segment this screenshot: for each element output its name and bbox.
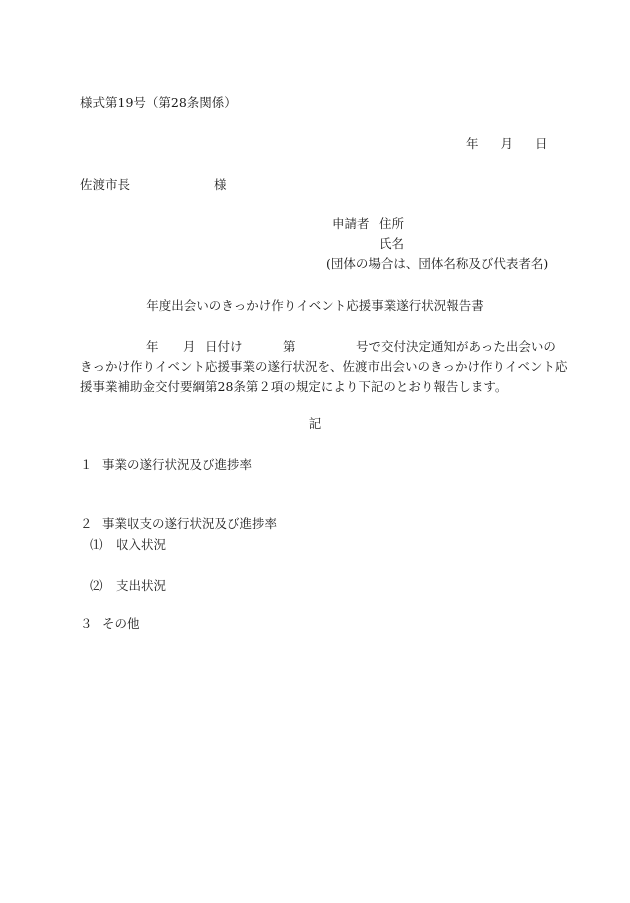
body-year: 年 <box>146 339 159 354</box>
addressee-honorific: 様 <box>214 177 227 192</box>
body-rest: 号で交付決定通知があった出会いの <box>356 339 556 354</box>
subitem-number: ⑴ <box>90 537 103 552</box>
document-title: 年度出会いのきっかけ作りイベント応援事業遂行状況報告書 <box>146 298 484 313</box>
item-text: 事業の遂行状況及び進捗率 <box>102 457 253 472</box>
item-text: 事業収支の遂行状況及び進捗率 <box>102 516 278 531</box>
item-number: ３ <box>80 616 93 631</box>
ki-heading: 記 <box>308 416 322 431</box>
applicant-label: 申請者 <box>332 216 370 231</box>
body-line-1 <box>80 337 556 357</box>
applicant-name-label: 氏名 <box>379 236 405 251</box>
subitem-number: ⑵ <box>90 578 103 593</box>
body-paragraph <box>80 337 568 397</box>
item-number: ２ <box>80 516 93 531</box>
body-date-suffix: 日付け <box>205 339 243 354</box>
date-month: 月 <box>500 136 514 151</box>
body-dai: 第 <box>283 339 296 354</box>
body-line-3: 援事業補助金交付要綱第28条第２項の規定により下記のとおり報告します。 <box>80 379 508 394</box>
subitem-2 <box>90 580 166 593</box>
date-day: 日 <box>535 136 548 151</box>
form-number: 様式第19号（第28条関係） <box>80 95 237 110</box>
addressee <box>80 177 227 192</box>
body-line-2: きっかけ作りイベント応援事業の遂行状況を、佐渡市出会いのきっかけ作りイベント応 <box>80 359 568 374</box>
date-year: 年 <box>466 136 479 151</box>
subitem-1 <box>90 539 166 552</box>
subitem-text: 収入状況 <box>116 537 167 552</box>
item-1 <box>80 459 252 472</box>
applicant-address-label: 住所 <box>379 216 405 231</box>
date-line <box>466 138 548 151</box>
item-3 <box>80 618 140 631</box>
item-2 <box>80 518 277 531</box>
subitem-text: 支出状況 <box>116 578 167 593</box>
item-text: その他 <box>102 616 140 631</box>
addressee-name: 佐渡市長 <box>80 177 131 192</box>
body-month: 月 <box>183 339 196 354</box>
applicant-note: (団体の場合は、団体名称及び代表者名) <box>326 256 549 271</box>
item-number: １ <box>80 457 93 472</box>
